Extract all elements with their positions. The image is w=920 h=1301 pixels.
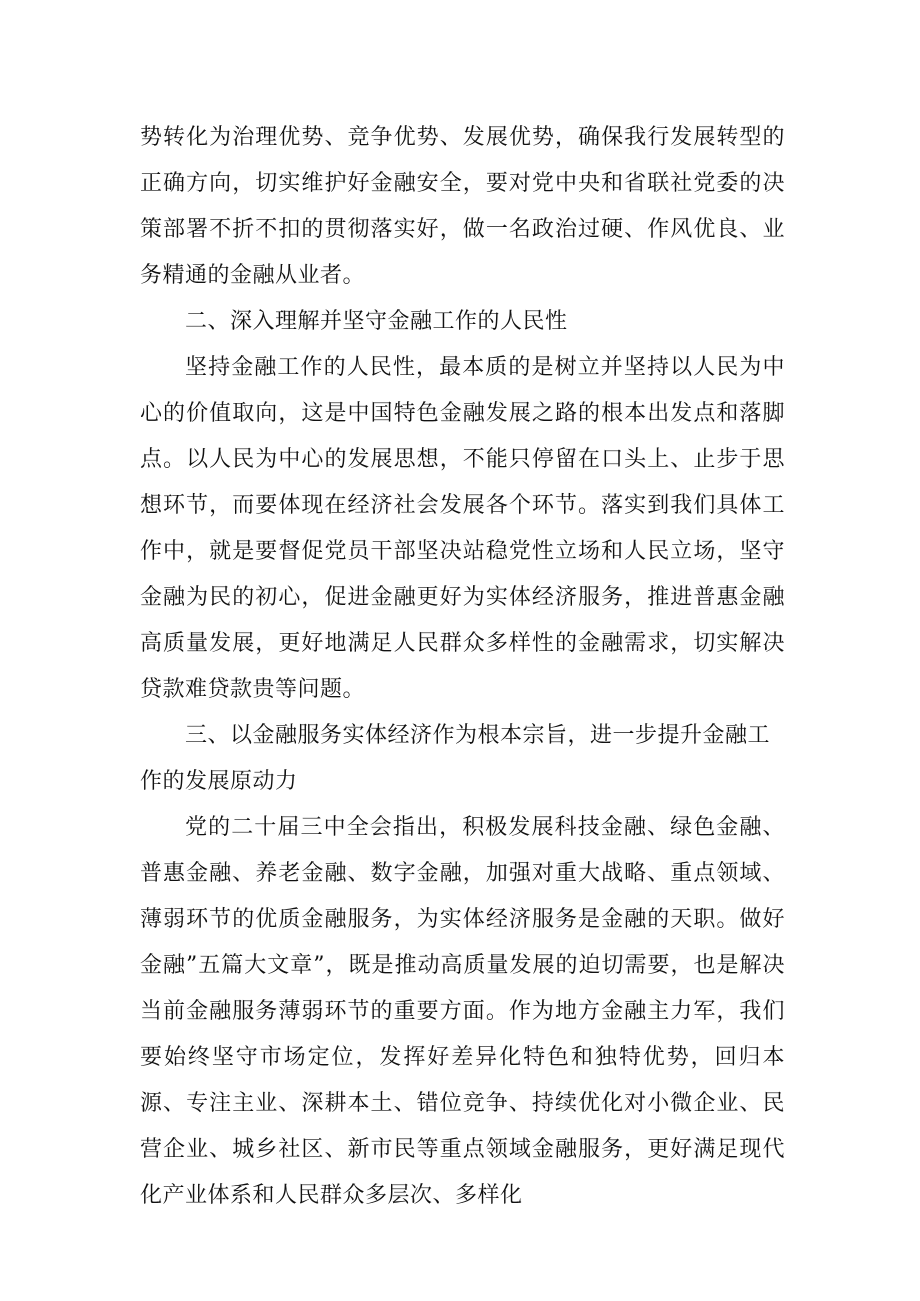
section-heading-2: 二、深入理解并坚守金融工作的人民性 [185,309,568,334]
paragraph-section-3: 党的二十届三中全会指出，积极发展科技金融、绿色金融、普惠金融、养老金融、数字金融，加强对重大战略、重点领域、薄弱环节的优质金融服务，为实体经济服务是金融的天职。做好金融”五篇大文章”，既是推动高质量发展的迫切需要，也是解决当前金融服务薄弱环节的重要方面。作为地方金融主力军，我们要始终坚守市场定位，发挥好差异化特色和独特优势，回归本源、专注主业、深耕本土、错位竞争、持续优化对小微企业、民营企业、城乡社区、新市民等重点领域金融服务，更好满足现代化产业体系和人民群众多层次、多样化 [140,815,785,1208]
paragraph-section-2: 坚持金融工作的人民性，最本质的是树立并坚持以人民为中心的价值取向，这是中国特色金融发展之路的根本出发点和落脚点。以人民为中心的发展思想，不能只停留在口头上、止步于思想环节，而要体现在经济社会发展各个环节。落实到我们具体工作中，就是要督促党员干部坚决站稳党性立场和人民立场，坚守金融为民的初心，促进金融更好为实体经济服务，推进普惠金融高质量发展，更好地满足人民群众多样性的金融需求，切实解决贷款难贷款贵等问题。 [140,355,785,702]
paragraph-continuation: 势转化为治理优势、竞争优势、发展优势，确保我行发展转型的正确方向，切实维护好金融安全，要对党中央和省联社党委的决策部署不折不扣的贯彻落实好，做一名政治过硬、作风优良、业务精通的金融从业者。 [140,125,785,288]
document-body [140,115,785,1219]
section-heading-3: 三、以金融服务实体经济作为根本宗旨，进一步提升金融工作的发展原动力 [140,723,771,794]
